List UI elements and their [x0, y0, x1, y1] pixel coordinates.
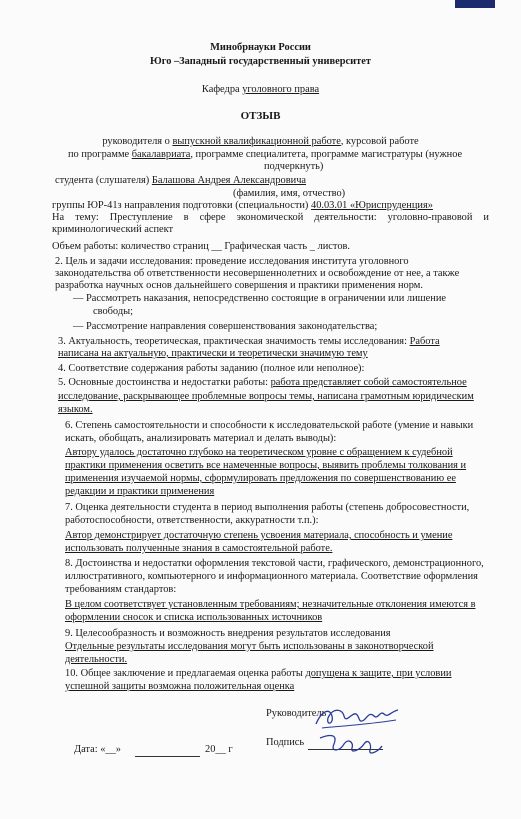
section-2-line-1: 2. Цель и задачи исследования: проведение исследования института уголовного — [55, 256, 409, 267]
handwritten-signature-1 — [312, 702, 402, 732]
volume-line: Объем работы: количество страниц __ Графическая часть _ листов. — [52, 241, 351, 252]
department-line: Кафедра уголовного права — [201, 84, 320, 95]
page-title: ОТЗЫВ — [240, 110, 281, 122]
university-name: Юго –Западный государственный университет — [150, 56, 371, 67]
section-5-line-3: языком. — [58, 404, 93, 415]
section-6-line-3: Автору удалось достаточно глубоко на теоретическом уровне с обращением к судебной — [65, 447, 453, 458]
section-2-line-3: разработка научных основ дальнейшего совершения и практики применения норм. — [55, 280, 423, 291]
section-3-line-1: 3. Актуальность, теоретическая, практическая значимость темы исследования: Работа — [58, 336, 440, 347]
signature-label: Подпись — [266, 737, 305, 748]
section-5-line-2: исследование, раскрывающее проблемные вопросы темы, написана грамотным юридическим — [58, 391, 474, 402]
department-name: уголовного права — [242, 84, 320, 95]
section-6-line-6: редакции и практики применения — [65, 486, 215, 497]
bullet-1-line-1: — Рассмотреть наказания, непосредственно состоящие в ограничении или лишение — [73, 293, 446, 304]
ministry-name: Минобрнауки России — [210, 42, 311, 53]
section-2-line-2: законодательства об ответственности несовершеннолетних и освобождение от нее, а также — [55, 268, 460, 279]
bullet-2: — Рассмотрение направления совершенствования законодательства; — [73, 321, 378, 332]
handwritten-signature-2 — [316, 730, 386, 760]
section-9-line-1: 9. Целесообразность и возможность внедрения результатов исследования — [65, 628, 391, 639]
section-10-line-2: успешной защиты возможна положительная оценка — [65, 681, 295, 692]
section-8-line-2: иллюстративного, компьютерного и информационного материала. Соответствие оформления — [65, 571, 478, 582]
intro-line-2: по программе бакалавриата, программе специалитета, программе магистратуры (нужное — [68, 149, 463, 160]
date-year: 20__ г — [205, 744, 233, 755]
section-8-line-4: В целом соответствует установленным требованиям; незначительные отклонения имеются в — [65, 599, 476, 610]
section-9-line-3: деятельности. — [65, 654, 128, 665]
section-6-line-2: искать, обобщать, анализировать материал и делать выводы): — [65, 433, 337, 444]
section-5-line-1: 5. Основные достоинства и недостатки работы: работа представляет собой самостоятельное — [58, 377, 467, 388]
section-6-line-1: 6. Степень самостоятельности и способности к исследовательской работе (умение и навыки — [65, 420, 474, 431]
topic-line-2: криминологический аспект — [52, 224, 174, 235]
section-8-line-1: 8. Достоинства и недостатки оформления текстовой части, графического, демонстрационного, — [65, 558, 484, 569]
date-label: Дата: «__» — [74, 744, 121, 755]
fio-caption: (фамилия, имя, отчество) — [233, 188, 346, 199]
bullet-1-line-2: свободы; — [93, 306, 133, 317]
section-6-line-5: применения изучаемой нормы, сформулировать предложения по совершенствованию ее — [65, 473, 456, 484]
section-8-line-3: требованиям стандартов: — [65, 584, 177, 595]
section-7-line-4: использовать полученные знания в самостоятельной работе. — [65, 543, 333, 554]
section-7-line-3: Автор демонстрирует достаточную степень усвоения материала, способность и умение — [65, 530, 453, 541]
student-line: студента (слушателя) Балашова Андрея Александровича — [55, 175, 307, 186]
intro-line-1: руководителя о выпускной квалификационной работе, курсовой работе — [102, 136, 419, 147]
intro-line-3: подчеркнуть) — [264, 161, 324, 172]
section-7-line-2: работоспособности, ответственности, аккуратности т.п.): — [65, 515, 319, 526]
topic-line-1: На тему: Преступление в сфере экономической деятельности: уголовно-правовой и — [52, 212, 489, 223]
section-10-line-1: 10. Общее заключение и предлагаемая оценка работы допущена к защите, при условии — [65, 668, 452, 679]
supervisor-label: Руководитель — [266, 708, 327, 719]
section-6-line-4: практики применения осветить все намеченные вопросы, выявить проблемы толкования и — [65, 460, 467, 471]
date-month-line — [135, 756, 200, 757]
section-4: 4. Соответствие содержания работы заданию (полное или неполное): — [58, 363, 365, 374]
top-corner-mark — [455, 0, 495, 8]
section-3-line-2: написана на актуальную, практически и теоретически значимую тему — [58, 348, 368, 359]
student-name: Балашова Андрея Александровича — [151, 175, 307, 186]
section-7-line-1: 7. Оценка деятельности студента в период выполнения работы (степень добросовестности, — [65, 502, 470, 513]
section-9-line-2: Отдельные результаты исследования могут быть использованы в законотворческой — [65, 641, 434, 652]
group-line: группы ЮР-41з направления подготовки (специальности) 40.03.01 «Юриспруденция» — [52, 200, 433, 211]
section-8-line-5: оформлении сносок и списка использованных источников — [65, 612, 323, 623]
